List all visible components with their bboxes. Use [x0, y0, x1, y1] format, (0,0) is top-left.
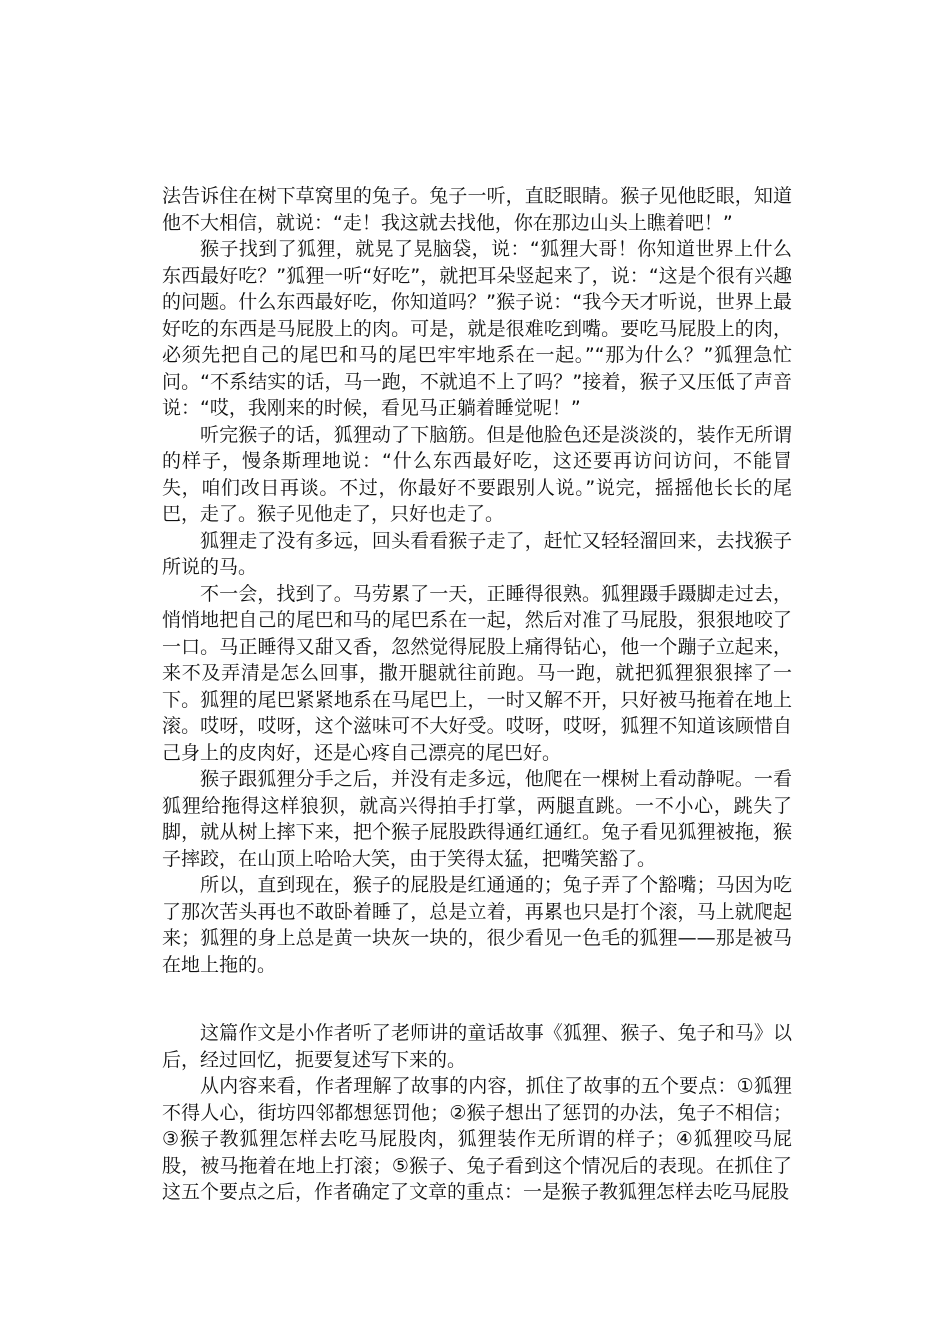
commentary-section — [162, 1020, 792, 1206]
document-page — [162, 183, 792, 1206]
story-paragraph-6: 猴子跟狐狸分手之后，并没有走多远，他爬在一棵树上看动静呢。一看狐狸给拖得这样狼狈，就高兴得拍手打掌，两腿直跳。一不小心，跳失了脚，就从树上摔下来，把个猴子屁股跌得通红通红。兔子看见狐狸被拖，猴子摔跤，在山顶上哈哈大笑，由于笑得太猛，把嘴笑豁了。 — [162, 768, 792, 870]
story-paragraph-4: 狐狸走了没有多远，回头看看猴子走了，赶忙又轻轻溜回来，去找猴子所说的马。 — [162, 529, 792, 578]
story-paragraph-3: 听完猴子的话，狐狸动了下脑筋。但是他脸色还是淡淡的，装作无所谓的样子，慢条斯理地说：“什么东西最好吃，这还要再访问访问，不能冒失，咱们改日再谈。不过，你最好不要跟别人说。”说完，摇摇他长长的尾巴，走了。猴子见他走了，只好也走了。 — [162, 423, 792, 525]
commentary-paragraph-1: 这篇作文是小作者听了老师讲的童话故事《狐狸、猴子、兔子和马》以后，经过回忆，扼要复述写下来的。 — [162, 1022, 792, 1071]
story-paragraph-2: 猴子找到了狐狸，就晃了晃脑袋，说：“狐狸大哥！你知道世界上什么东西最好吃？”狐狸一听“好吃”，就把耳朵竖起来了，说：“这是个很有兴趣的问题。什么东西最好吃，你知道吗？”猴子说：“我今天才听说，世界上最好吃的东西是马屁股上的肉。可是，就是很难吃到嘴。要吃马屁股上的肉，必须先把自己的尾巴和马的尾巴牢牢地系在一起。”“那为什么？”狐狸急忙问。“不系结实的话，马一跑，不就追不上了吗？”接着，猴子又压低了声音说：“哎，我刚来的时候，看见马正躺着睡觉呢！” — [162, 238, 792, 419]
story-paragraph-7: 所以，直到现在，猴子的屁股是红通通的；兔子弄了个豁嘴；马因为吃了那次苦头再也不敢卧着睡了，总是立着，再累也只是打个滚，马上就爬起来；狐狸的身上总是黄一块灰一块的，很少看见一色毛的狐狸——那是被马在地上拖的。 — [162, 874, 792, 976]
story-paragraph-1: 法告诉住在树下草窝里的兔子。兔子一听，直眨眼睛。猴子见他眨眼，知道他不大相信，就说：“走！我这就去找他，你在那边山头上瞧着吧！” — [162, 185, 792, 234]
story-section — [162, 183, 792, 978]
commentary-paragraph-2: 从内容来看，作者理解了故事的内容，抓住了故事的五个要点：①狐狸不得人心，街坊四邻都想惩罚他；②猴子想出了惩罚的办法，兔子不相信；③猴子教狐狸怎样去吃马屁股肉，狐狸装作无所谓的样子；④狐狸咬马屁股，被马拖着在地上打滚；⑤猴子、兔子看到这个情况后的表现。在抓住了这五个要点之后，作者确定了文章的重点：一是猴子教狐狸怎样去吃马屁股 — [162, 1075, 792, 1203]
section-gap — [162, 978, 792, 1020]
story-paragraph-5: 不一会，找到了。马劳累了一天，正睡得很熟。狐狸蹑手蹑脚走过去，悄悄地把自己的尾巴和马的尾巴系在一起，然后对准了马屁股，狠狠地咬了一口。马正睡得又甜又香，忽然觉得屁股上痛得钻心，他一个蹦子立起来，来不及弄清是怎么回事，撒开腿就往前跑。马一跑，就把狐狸狠狠摔了一下。狐狸的尾巴紧紧地系在马尾巴上，一时又解不开，只好被马拖着在地上滚。哎呀，哎呀，这个滋味可不大好受。哎呀，哎呀，狐狸不知道该顾惜自己身上的皮肉好，还是心疼自己漂亮的尾巴好。 — [162, 582, 792, 764]
